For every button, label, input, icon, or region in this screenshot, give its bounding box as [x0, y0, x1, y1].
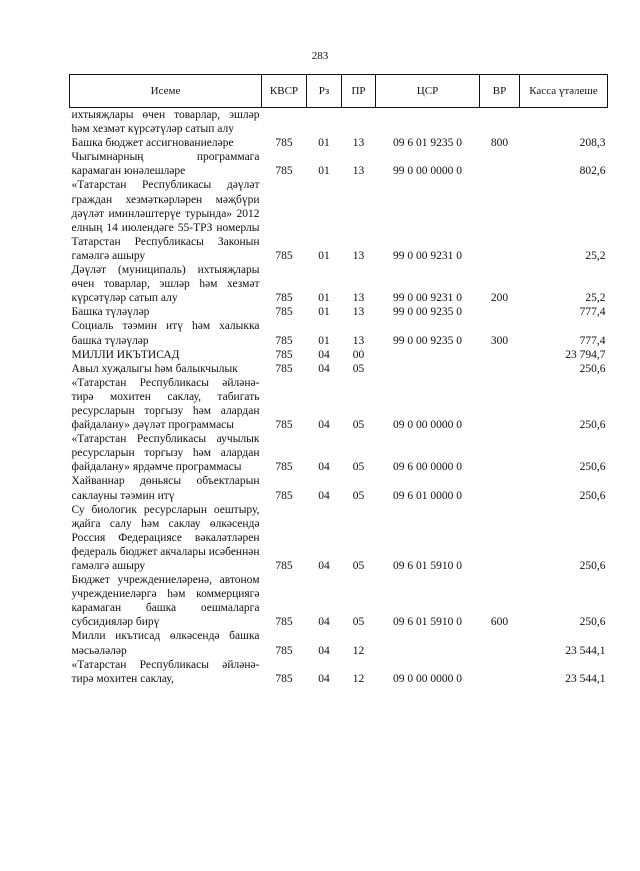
row-name: Чыгымнарның программага карамаган юнәлешләре — [71, 151, 260, 178]
row-pr: 13 — [352, 306, 365, 319]
row-pr: 13 — [352, 292, 365, 305]
row-rz: 04 — [318, 489, 330, 502]
row-rz: 01 — [318, 334, 330, 347]
row-csr: 09 6 01 9235 0 — [393, 137, 462, 150]
row-csr: 99 0 00 9235 0 — [393, 334, 462, 347]
table-row — [70, 474, 608, 502]
row-csr: 09 6 01 0000 0 — [393, 489, 462, 502]
row-kvsr: 785 — [275, 348, 293, 361]
header-csr: ЦСР — [376, 75, 480, 108]
row-kvsr: 785 — [275, 644, 293, 657]
header-amount: Касса үтәлеше — [520, 75, 608, 108]
row-pr: 00 — [352, 348, 365, 361]
table-row — [70, 178, 608, 263]
row-rz: 04 — [318, 672, 330, 685]
row-name: «Татарстан Республикасы дәүләт граждан хезмәткәрләрен мәҗбүри дәүләт иминләштерүе турында» 2012 елның 14 июлендәге 55-ТРЗ номерлы Татарстан Республикасы Законын гамәлгә ашыру — [71, 179, 260, 262]
row-amount: 250,6 — [579, 489, 606, 502]
row-name: Дәүләт (муниципаль) ихтыяҗлары өчен товарлар, эшләр һәм хезмәт күрсәтүләр сатып алу — [71, 264, 260, 305]
table-row — [70, 376, 608, 432]
row-vr — [480, 362, 520, 376]
row-csr — [376, 348, 480, 362]
row-csr: 99 0 00 9235 0 — [393, 306, 462, 319]
row-vr — [480, 305, 520, 319]
row-kvsr: 785 — [275, 419, 293, 432]
row-csr: 09 0 00 0000 0 — [393, 419, 462, 432]
row-vr — [480, 108, 520, 137]
row-rz: 04 — [318, 560, 330, 572]
row-amount: 208,3 — [579, 137, 606, 150]
row-kvsr: 785 — [275, 461, 293, 474]
row-amount: 777,4 — [579, 306, 606, 319]
row-amount: 25,2 — [585, 249, 606, 262]
header-name: Исеме — [70, 75, 262, 108]
row-name: Су биологик ресурсларын оештыру, җайга салу һәм саклау өлкәсендә Россия Федерациясе вәкаләтләрен федераль бюджет акчалары исәбеннән гамәлгә ашыру — [71, 503, 260, 572]
row-rz: 04 — [318, 348, 330, 361]
row-vr — [480, 376, 520, 432]
row-csr: 09 0 00 0000 0 — [393, 672, 462, 685]
row-csr: 09 6 01 5910 0 — [393, 616, 462, 629]
row-amount: 250,6 — [579, 560, 606, 572]
row-rz: 04 — [318, 616, 330, 629]
row-rz: 04 — [318, 644, 330, 657]
row-pr — [342, 108, 376, 137]
table-row — [70, 503, 608, 573]
table-row — [70, 319, 608, 347]
row-kvsr: 785 — [275, 292, 293, 305]
page-number: 283 — [311, 50, 329, 62]
table-row — [70, 629, 608, 657]
table-row — [70, 108, 608, 137]
table-row — [70, 150, 608, 178]
row-name: Авыл хуҗалыгы һәм балыкчылык — [71, 362, 238, 375]
row-pr: 13 — [352, 137, 365, 150]
row-name: Хайваннар дөньясы объектларын саклауны тәэмин итү — [71, 475, 260, 502]
row-amount: 250,6 — [579, 616, 606, 629]
row-amount: 802,6 — [579, 165, 606, 178]
row-name: «Татарстан Республикасы әйләнә-тирә мохитен саклау, табигать ресурсларын торгызу һәм алардан файдалану» дәүләт программасы — [71, 376, 260, 432]
row-kvsr: 785 — [275, 616, 293, 629]
table-row — [70, 432, 608, 474]
row-vr — [480, 629, 520, 657]
row-name: Милли икътисад өлкәсендә башка мәсьәләләр — [71, 630, 260, 657]
row-rz: 01 — [318, 137, 330, 150]
row-pr: 05 — [352, 461, 365, 474]
header-pr: ПР — [342, 75, 376, 108]
row-pr: 05 — [352, 616, 365, 629]
table-row — [70, 348, 608, 362]
row-vr — [480, 348, 520, 362]
budget-table — [69, 74, 608, 686]
row-rz: 01 — [318, 306, 330, 319]
row-kvsr: 785 — [275, 137, 293, 150]
table-row — [70, 362, 608, 376]
row-vr — [480, 432, 520, 474]
row-vr: 300 — [490, 334, 509, 347]
row-pr: 12 — [352, 644, 365, 657]
row-csr: 99 0 00 9231 0 — [393, 249, 462, 262]
row-pr: 13 — [352, 334, 365, 347]
row-kvsr: 785 — [275, 560, 293, 572]
row-rz: 04 — [318, 461, 330, 474]
row-name: «Татарстан Республикасы әйләнә-тирә мохитен саклау, — [71, 658, 260, 685]
row-csr: 09 6 00 0000 0 — [393, 461, 462, 474]
row-pr: 05 — [352, 560, 365, 572]
row-rz: 01 — [318, 292, 330, 305]
row-amount: 25,2 — [585, 292, 606, 305]
row-name: Бюджет учреждениеләренә, автоном учреждениеләргә һәм коммерциягә карамаган башка оешмаларга субсидияләр бирү — [71, 574, 260, 629]
header-rz: Рз — [307, 75, 342, 108]
row-pr: 05 — [352, 362, 365, 375]
row-pr: 13 — [352, 165, 365, 178]
row-rz: 01 — [318, 249, 330, 262]
row-amount: 777,4 — [579, 334, 606, 347]
header-kvsr: КВСР — [262, 75, 307, 108]
row-vr — [480, 503, 520, 573]
header-vr: ВР — [480, 75, 520, 108]
row-kvsr: 785 — [275, 362, 293, 375]
row-vr — [480, 150, 520, 178]
row-rz: 04 — [318, 419, 330, 432]
row-kvsr: 785 — [275, 306, 293, 319]
row-csr — [376, 108, 480, 137]
row-kvsr: 785 — [275, 334, 293, 347]
row-vr: 600 — [490, 616, 509, 629]
row-csr: 99 0 00 9231 0 — [393, 292, 462, 305]
row-pr: 13 — [352, 249, 365, 262]
table-row — [70, 658, 608, 686]
row-kvsr: 785 — [275, 165, 293, 178]
row-kvsr — [262, 108, 307, 137]
row-vr — [480, 658, 520, 686]
row-csr — [376, 362, 480, 376]
row-csr — [376, 629, 480, 657]
row-amount: 23 544,1 — [565, 644, 606, 657]
row-vr: 200 — [490, 292, 509, 305]
row-amount: 250,6 — [579, 419, 606, 432]
row-pr: 12 — [352, 672, 365, 685]
row-amount: 250,6 — [579, 362, 606, 375]
row-vr — [480, 178, 520, 263]
row-name: Башка бюджет ассигнованиеләре — [71, 137, 234, 150]
table-row — [70, 263, 608, 305]
row-pr: 05 — [352, 489, 365, 502]
row-kvsr: 785 — [275, 489, 293, 502]
row-name: МИЛЛИ ИКЪТИСАД — [71, 348, 180, 361]
row-name: ихтыяҗлары өчен товарлар, эшләр һәм хезмәт күрсәтүләр сатып алу — [71, 109, 260, 136]
row-amount — [520, 108, 608, 137]
row-pr: 05 — [352, 419, 365, 432]
row-amount: 23 794,7 — [565, 348, 606, 361]
row-rz — [307, 108, 342, 137]
table-row — [70, 305, 608, 319]
row-name: «Татарстан Республикасы аучылык ресурсларын торгызу һәм алардан файдалану» ярдәмче программасы — [71, 433, 260, 474]
row-amount: 250,6 — [579, 461, 606, 474]
table-row — [70, 136, 608, 150]
row-kvsr: 785 — [275, 249, 293, 262]
row-rz: 04 — [318, 362, 330, 375]
row-rz: 01 — [318, 165, 330, 178]
row-vr — [480, 474, 520, 502]
row-kvsr: 785 — [275, 672, 293, 685]
table-header-row — [70, 75, 608, 108]
row-amount: 23 544,1 — [565, 672, 606, 685]
row-vr: 800 — [490, 137, 509, 150]
row-name: Башка түләүләр — [71, 306, 150, 319]
row-name: Социаль тәэмин итү һәм халыкка башка түләүләр — [71, 320, 260, 347]
row-csr: 09 6 01 5910 0 — [393, 560, 462, 572]
row-csr: 99 0 00 0000 0 — [393, 165, 462, 178]
table-row — [70, 573, 608, 629]
